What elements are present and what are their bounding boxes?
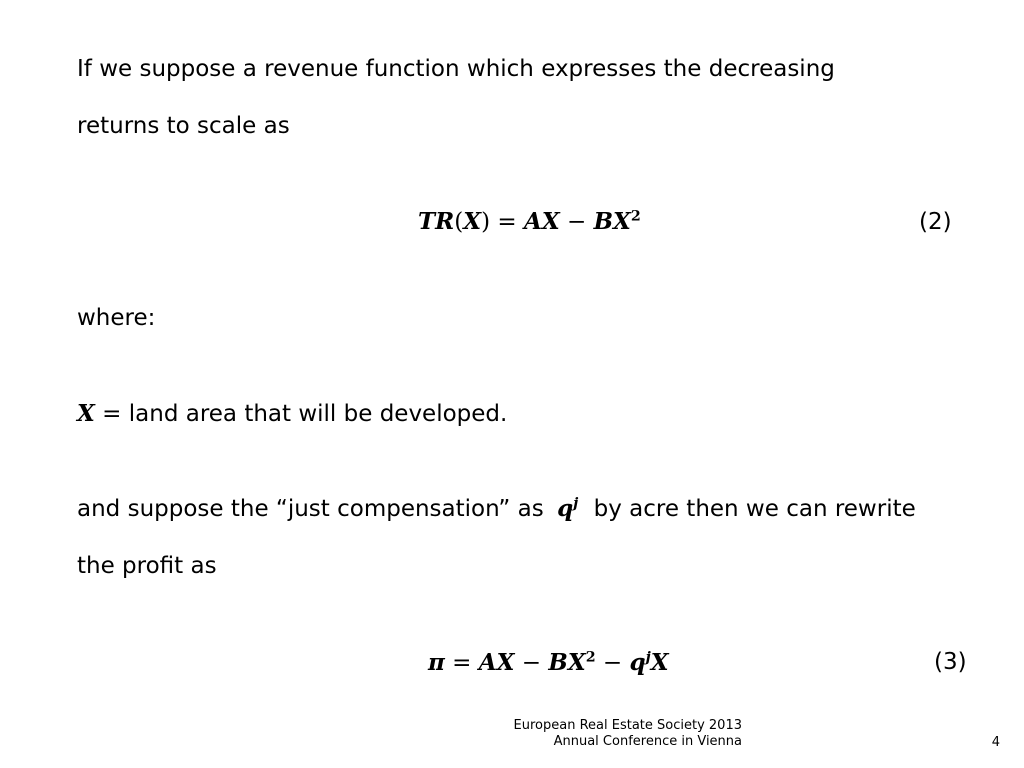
footer-line-1: European Real Estate Society 2013	[513, 718, 742, 733]
footer-line-2: Annual Conference in Vienna	[553, 734, 742, 750]
eq2-b: B	[593, 208, 614, 235]
definition-x	[77, 402, 507, 426]
equation-2	[418, 210, 641, 234]
compensation-line-1	[77, 497, 916, 521]
eq3-b: B	[548, 649, 568, 676]
eq2-exponent: 2	[630, 208, 641, 225]
definition-symbol: X	[77, 400, 95, 427]
eq3-x1: X	[496, 649, 515, 676]
eq3-minus-1: −	[514, 650, 549, 676]
eq3-minus-2: −	[595, 650, 630, 676]
equation-2-number: (2)	[919, 209, 952, 235]
eq3-x3: X	[650, 649, 669, 676]
eq3-x2: X	[567, 649, 586, 676]
eq2-tr: TR	[418, 208, 455, 235]
page-number: 4	[991, 735, 1000, 750]
eq3-pi: π	[428, 649, 445, 676]
eq3-equals: =	[444, 650, 479, 676]
eq3-exponent: 2	[585, 649, 596, 666]
definition-text: = land area that will be developed.	[94, 401, 508, 427]
eq3-a: A	[478, 649, 497, 676]
intro-line-1: If we suppose a revenue function which expresses the decreasing	[77, 56, 835, 82]
compensation-q: q	[557, 495, 574, 522]
equation-3	[428, 651, 669, 675]
compensation-before: and suppose the “just compensation” as	[77, 496, 544, 522]
equation-3-number: (3)	[934, 649, 967, 675]
compensation-line-2: the profit as	[77, 553, 217, 579]
eq2-close-paren: )	[481, 209, 491, 235]
intro-line-2: returns to scale as	[77, 113, 290, 139]
eq2-x1: X	[541, 208, 560, 235]
eq3-j: j	[645, 649, 651, 666]
where-label: where:	[77, 305, 156, 331]
compensation-after: by acre then we can rewrite	[593, 496, 916, 522]
compensation-j: j	[573, 495, 579, 512]
eq2-x2: X	[613, 208, 631, 235]
eq2-a: A	[523, 208, 542, 235]
footer-conference	[480, 718, 742, 751]
eq3-q: q	[629, 649, 646, 676]
eq2-minus: −	[559, 209, 594, 235]
eq2-equals: =	[490, 209, 524, 235]
eq2-x: X	[463, 208, 482, 235]
eq2-open-paren: (	[454, 209, 464, 235]
